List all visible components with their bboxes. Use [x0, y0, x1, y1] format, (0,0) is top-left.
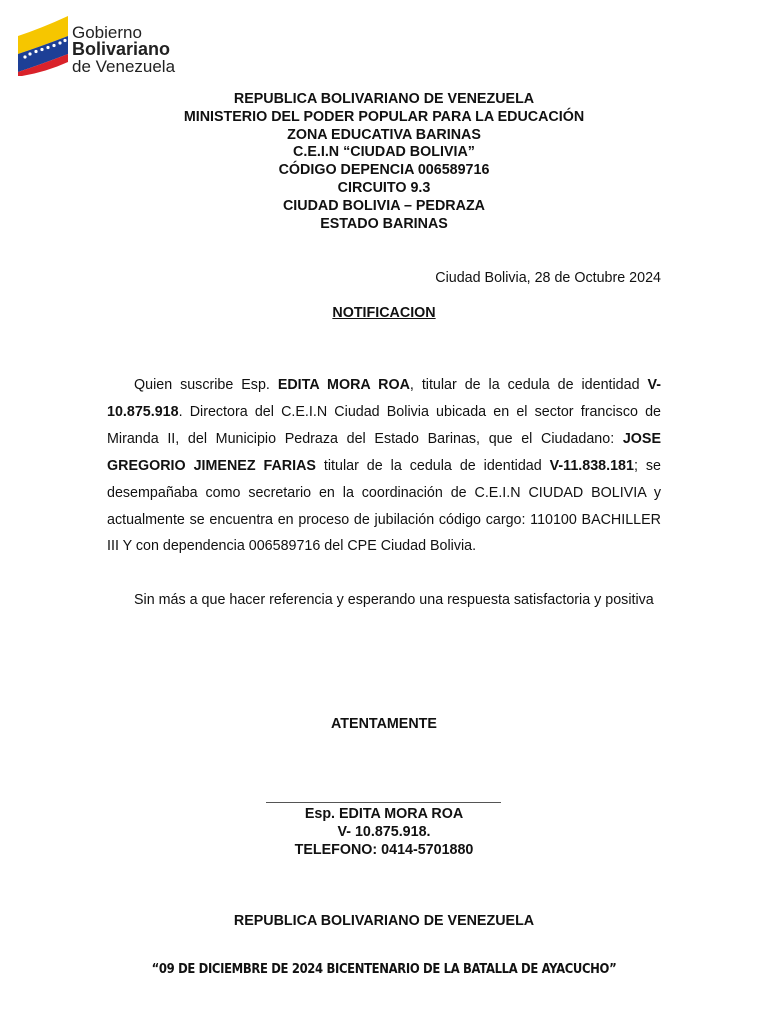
signature-block [0, 805, 768, 860]
citizen-name: JOSE GREGORIO JIMENEZ FARIAS [107, 430, 661, 474]
signer-id: V-10.875.918 [107, 377, 661, 420]
header-line: C.E.I.N “CIUDAD BOLIVIA” [293, 144, 475, 161]
body-paragraph-2: Sin más a que hacer referencia y esperando una respuesta satisfactoria y positiva [134, 592, 654, 608]
document-date: Ciudad Bolivia, 28 de Octubre 2024 [435, 270, 661, 286]
header-line: CÓDIGO DEPENCIA 006589716 [278, 162, 490, 179]
body-paragraph-1: Quien suscribe Esp. EDITA MORA ROA, titular de la cedula de identidad V-10.875.918. Directora del C.E.I.N Ciudad Bolivia ubicada en el sector francisco de Miranda II, del Municipio Pedraza del Estado Barinas, que el Ciudadano: JOSE GREGORIO JIMENEZ FARIAS titular de la cedula de identidad V-11.838.181; se desempañaba como secretario en la coordinación de C.E.I.N CIUDAD BOLIVIA y actualmente se encuentra en proceso de jubilación código cargo: 110100 BACHILLER III Y con dependencia 006589716 del CPE Ciudad Bolivia. [107, 377, 661, 555]
venezuela-flag-icon [16, 14, 70, 76]
logo-line-2: Bolivariano [72, 39, 171, 59]
logo-line-3: de Venezuela [72, 57, 176, 76]
footer-line-1: REPUBLICA BOLIVARIANO DE VENEZUELA [233, 913, 535, 929]
header-line: MINISTERIO DEL PODER POPULAR PARA LA EDUCACIÓN [183, 108, 585, 125]
signature-name: Esp. EDITA MORA ROA [304, 806, 464, 822]
header-line: CIUDAD BOLIVIA – PEDRAZA [282, 197, 486, 214]
footer-motto: “09 DE DICIEMBRE DE 2024 BICENTENARIO DE LA BATALLA DE AYACUCHO” [151, 961, 617, 977]
closing-salutation: ATENTAMENTE [331, 716, 437, 732]
header-line: ESTADO BARINAS [320, 215, 448, 232]
signer-name: EDITA MORA ROA [277, 377, 410, 393]
signature-phone: TELEFONO: 0414-5701880 [294, 842, 474, 859]
signature-id: V- 10.875.918. [337, 824, 431, 841]
document-title: NOTIFICACION [332, 305, 436, 321]
citizen-id: V-11.838.181 [549, 457, 634, 474]
document-header [0, 91, 768, 233]
header-line: ZONA EDUCATIVA BARINAS [287, 126, 481, 143]
signature-line [266, 802, 501, 803]
logo-line-1: Gobierno [72, 23, 142, 42]
header-line: CIRCUITO 9.3 [337, 179, 431, 196]
gobierno-bolivariano-logo [16, 14, 196, 78]
header-line: REPUBLICA BOLIVARIANO DE VENEZUELA [233, 91, 535, 107]
